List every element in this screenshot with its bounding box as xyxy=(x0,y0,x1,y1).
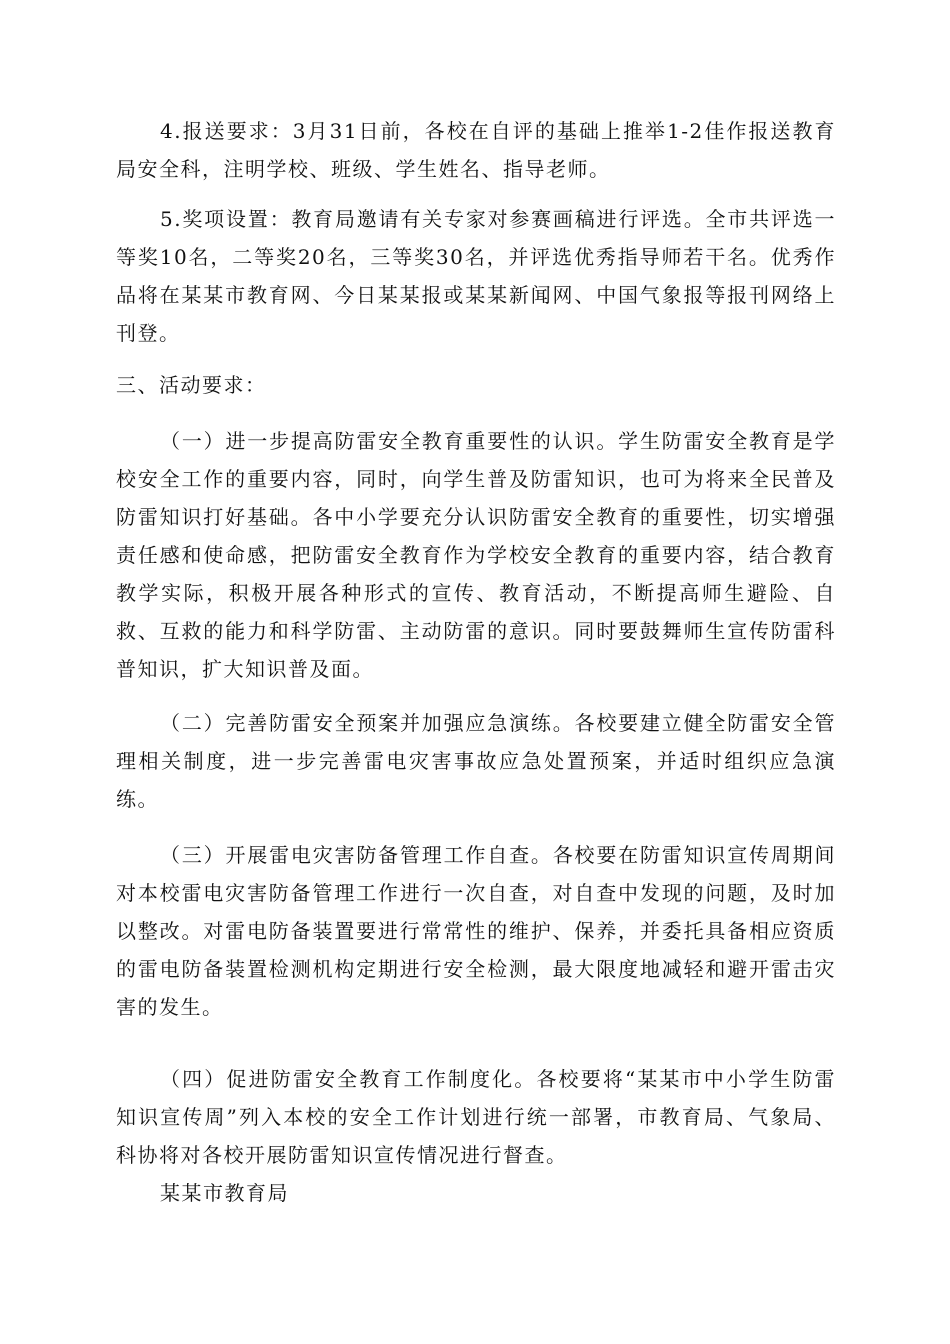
paragraph-requirement-3: （三）开展雷电灾害防备管理工作自查。各校要在防雷知识宣传周期间对本校雷电灾害防备管理工作进行一次自查，对自查中发现的问题，及时加以整改。对雷电防备装置要进行常常性的维护、保养，并委托具备相应资质的雷电防备装置检测机构定期进行安全检测，最大限度地减轻和避开雷击灾害的发生。 xyxy=(116,843,836,1019)
paragraph-requirement-1: （一）进一步提高防雷安全教育重要性的认识。学生防雷安全教育是学校安全工作的重要内容，同时，向学生普及防雷知识，也可为将来全民普及防雷知识打好基础。各中小学要充分认识防雷安全教育的重要性，切实增强责任感和使命感，把防雷安全教育作为学校安全教育的重要内容，结合教育教学实际，积极开展各种形式的宣传、教育活动，不断提高师生避险、自救、互救的能力和科学防雷、主动防雷的意识。同时要鼓舞师生宣传防雷科普知识，扩大知识普及面。 xyxy=(116,429,836,681)
paragraph-requirement-2: （二）完善防雷安全预案并加强应急演练。各校要建立健全防雷安全管理相关制度，进一步完善雷电灾害事故应急处置预案，并适时组织应急演练。 xyxy=(116,711,836,811)
paragraph-award-settings: 5.奖项设置：教育局邀请有关专家对参赛画稿进行评选。全市共评选一等奖10名，二等奖20名，三等奖30名，并评选优秀指导师若干名。优秀作品将在某某市教育网、今日某某报或某某新闻网、中国气象报等报刊网络上刊登。 xyxy=(116,207,836,345)
paragraph-requirement-4: （四）促进防雷安全教育工作制度化。各校要将“某某市中小学生防雷知识宣传周”列入本校的安全工作计划进行统一部署，市教育局、气象局、科协将对各校开展防雷知识宣传情况进行督查。 xyxy=(116,1067,836,1167)
section-heading-activity-requirements: 三、活动要求： xyxy=(116,373,267,397)
signature: 某某市教育局 xyxy=(160,1181,289,1205)
paragraph-submission-requirements: 4.报送要求：3月31日前，各校在自评的基础上推举1-2佳作报送教育局安全科，注明学校、班级、学生姓名、指导老师。 xyxy=(116,119,836,181)
